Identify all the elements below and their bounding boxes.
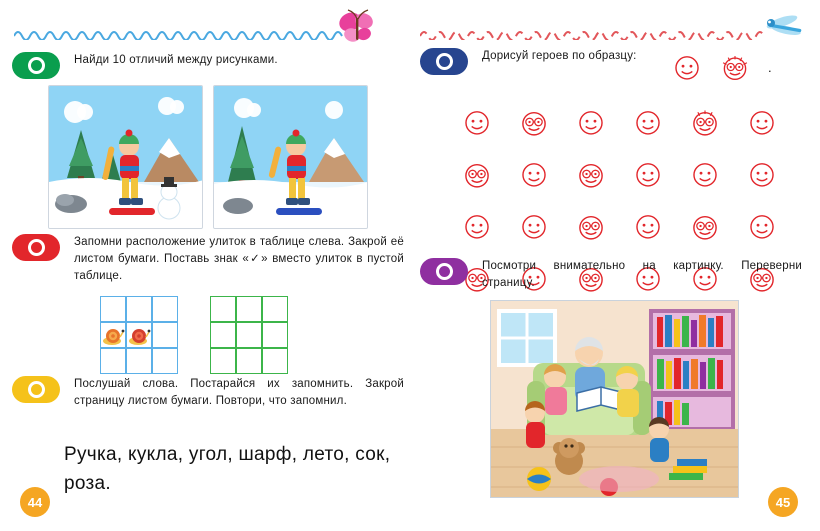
grid-cell[interactable] (152, 348, 178, 374)
face-plain-icon[interactable] (690, 159, 720, 189)
grid-cell[interactable] (100, 348, 126, 374)
face-plain-icon[interactable] (519, 211, 549, 241)
snail-grids (100, 296, 288, 374)
face-glasses-sample-icon (718, 50, 752, 84)
grid-cell[interactable] (236, 348, 262, 374)
face-plain-icon[interactable] (576, 107, 606, 137)
task-look-at-picture-text: Посмотри внимательно на картинку. Переверни страницу. (482, 260, 802, 289)
bullet-ring-icon (28, 381, 45, 398)
face-glasses-icon[interactable] (516, 106, 552, 138)
bullet-ring-icon (28, 239, 45, 256)
page-number-left: 44 (20, 487, 50, 517)
grid-cell[interactable] (126, 296, 152, 322)
grid-cell-snail[interactable] (126, 322, 152, 348)
grid-cell[interactable] (152, 322, 178, 348)
picture-left (48, 85, 203, 229)
bullet-ring-icon (436, 263, 453, 280)
grid-cell[interactable] (210, 322, 236, 348)
bullet-green (12, 52, 60, 79)
face-plain-icon[interactable] (633, 107, 663, 137)
bullet-ring-icon (436, 53, 453, 70)
face-plain-icon[interactable] (633, 159, 663, 189)
task-remember-snails-text: Запомни расположение улиток в таблице слева. Закрой её листом бумаги. Поставь знак «✓» вместо улиток в пустой таблице. (74, 236, 404, 282)
sample-faces-period: . (768, 59, 772, 75)
bullet-blue (420, 48, 468, 75)
face-plain-icon[interactable] (462, 107, 492, 137)
picture-right (213, 85, 368, 229)
face-plain-icon[interactable] (519, 159, 549, 189)
bullet-red (12, 234, 60, 261)
bullet-ring-icon (28, 57, 45, 74)
face-plain-icon[interactable] (747, 211, 777, 241)
grid-cell[interactable] (152, 296, 178, 322)
snail-icon (101, 323, 127, 349)
face-plain-icon[interactable] (462, 211, 492, 241)
face-glasses-icon[interactable] (573, 158, 609, 190)
face-glasses-icon[interactable] (573, 210, 609, 242)
page-number-right: 45 (768, 487, 798, 517)
grid-cell[interactable] (236, 322, 262, 348)
grid-cell[interactable] (210, 348, 236, 374)
task-listen-words-text: Послушай слова. Постарайся их запомнить. Закрой страницу листом бумаги. Повтори, что запомнил. (74, 378, 404, 407)
grid-cell[interactable] (262, 348, 288, 374)
task-find-differences (12, 52, 402, 79)
grid-cell[interactable] (210, 296, 236, 322)
task-remember-snails (12, 234, 407, 285)
task-look-at-picture (420, 258, 820, 292)
words-list: Ручка, кукла, угол, шарф, лето, сок, роза. (64, 444, 391, 494)
grid-cell[interactable] (262, 322, 288, 348)
face-glasses-icon[interactable] (459, 158, 495, 190)
grid-cell-snail[interactable] (100, 322, 126, 348)
bullet-yellow (12, 376, 60, 403)
snail-grid-empty (210, 296, 288, 374)
face-plain-icon[interactable] (633, 211, 663, 241)
grid-cell[interactable] (126, 348, 152, 374)
face-plain-sample-icon (672, 52, 702, 82)
spot-difference-pictures (48, 85, 368, 229)
snail-icon (127, 323, 153, 349)
task-listen-words (12, 376, 407, 410)
grid-cell[interactable] (236, 296, 262, 322)
family-reading-illustration (490, 300, 739, 498)
task-draw-heroes-text: Дорисуй героев по образцу: (482, 50, 637, 62)
face-glasses-icon[interactable] (687, 210, 723, 242)
task-find-differences-text: Найди 10 отличий между рисунками. (74, 54, 278, 66)
sample-faces (672, 50, 772, 84)
snail-grid-filled (100, 296, 178, 374)
grid-cell[interactable] (262, 296, 288, 322)
face-plain-icon[interactable] (747, 107, 777, 137)
face-plain-icon[interactable] (747, 159, 777, 189)
bullet-purple (420, 258, 468, 285)
face-glasses-icon[interactable] (687, 106, 723, 138)
grid-cell[interactable] (100, 296, 126, 322)
